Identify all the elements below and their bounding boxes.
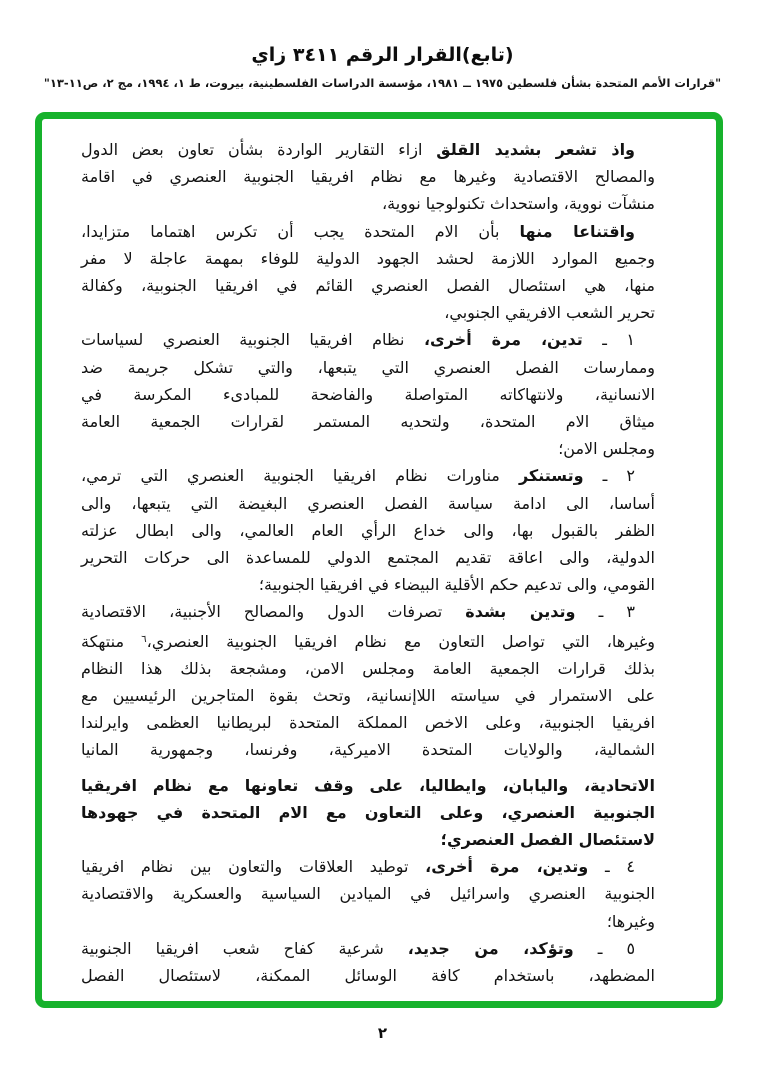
text-segment: وغيرها، التي تواصل التعاون مع نظام افريقيا الجنوبية العنصري، [146, 631, 655, 651]
text-line [81, 655, 655, 682]
text-segment: ٥ ـ [573, 938, 636, 958]
footnote-marker: ٦ [141, 633, 147, 645]
text-segment: ٢ ـ [583, 466, 636, 486]
body-text [81, 136, 655, 989]
text-segment: واقتناعا منها [519, 221, 635, 241]
text-segment: وتدين، مرة أخرى، [425, 857, 589, 877]
text-segment: ١ ـ [582, 330, 635, 350]
text-segment: مناورات نظام افريقيا الجنوبية العنصري التي ترمي، [81, 466, 519, 486]
text-segment: تصرفات الدول والمصالح الأجنبية، الاقتصادية [81, 602, 466, 622]
text-line [81, 517, 655, 544]
text-segment: تدين، مرة أخرى، [423, 330, 583, 350]
text-segment: شرعية كفاح شعب افريقيا الجنوبية [81, 938, 408, 958]
text-line [81, 598, 655, 625]
text-segment: الشمالية، والولايات المتحدة الاميركية، وفرنسا، وجمهورية المانيا [81, 740, 655, 760]
text-line [81, 462, 655, 489]
text-segment: ميثاق الام المتحدة، ولتحديه المستمر لقرارات الجمعية العامة [81, 412, 655, 432]
text-line [81, 908, 655, 935]
text-line [81, 218, 655, 245]
text-segment: توطيد العلاقات والتعاون بين نظام افريقيا [81, 857, 426, 877]
text-line [81, 272, 655, 299]
text-line [81, 435, 655, 462]
text-segment: الاتحادية، واليابان، وايطاليا، على وقف تعاونها مع نظام افريقيا [81, 775, 655, 795]
text-line [81, 709, 655, 736]
text-segment: منتهكة [81, 631, 142, 651]
text-line [81, 853, 655, 880]
text-line [81, 682, 655, 709]
text-segment: وممارسات الفصل العنصري التي يتبعها، والتي تشكل جريمة ضد [81, 357, 655, 377]
text-line [81, 772, 655, 799]
text-segment: على الاستمرار في سياسته اللاإنسانية، وتحث بقوة المتاجرين الرئيسيين مع [81, 686, 655, 706]
text-segment: ٤ ـ [588, 857, 635, 877]
text-segment: افريقيا الجنوبية، وعلى الاخص المملكة المتحدة لبريطانيا العظمى وايرلندا [81, 713, 655, 733]
text-line [81, 299, 655, 326]
text-segment: أساسا، الى ادامة سياسة الفصل العنصري البغيضة التي يتبعها، والى [81, 493, 655, 513]
source-citation: "قرارات الأمم المتحدة بشأن فلسطين ١٩٧٥ ــ ١٩٨١، مؤسسة الدراسات الفلسطينية، بيروت، ط ١، ١٩٩٤، مج ٢، ص١١-١٣" [43, 76, 722, 90]
text-line [81, 880, 655, 907]
text-segment: وتدين بشدة [465, 602, 576, 622]
text-segment: القومي، والى تدعيم حكم الأقلية البيضاء في افريقيا الجنوبية؛ [258, 575, 655, 595]
text-segment: ازاء التقارير الواردة بشأن تعاون بعض الدول [81, 140, 437, 159]
text-segment: واذ تشعر بشديد القلق [436, 140, 635, 159]
text-line [81, 408, 655, 435]
text-line [81, 381, 655, 408]
text-line [81, 826, 655, 853]
text-segment: الدولية، والى اعاقة تقديم المجتمع الدولي للمساعدة الى حركات التحرير [81, 548, 655, 568]
text-segment: وغيرها؛ [606, 911, 655, 931]
text-line [81, 626, 655, 655]
text-line [81, 571, 655, 598]
text-line [81, 354, 655, 381]
text-segment: لاستئصال الفصل العنصري؛ [440, 830, 655, 850]
text-segment: تحرير الشعب الافريقي الجنوبي، [444, 303, 655, 323]
text-segment: ٣ ـ [575, 602, 635, 622]
text-line [81, 163, 655, 190]
text-segment: بذلك قرارات الجمعية العامة ومجلس الامن، ومشجعة بذلك هذا النظام [81, 658, 655, 678]
text-line [81, 136, 655, 163]
text-line [81, 935, 655, 962]
text-segment: الجنوبية العنصري واسرائيل في الميادين السياسية والعسكرية والاقتصادية [81, 884, 655, 904]
text-segment: ومجلس الامن؛ [558, 439, 655, 459]
text-line [81, 799, 655, 826]
text-line [81, 245, 655, 272]
text-segment: الانسانية، ولانتهاكاته المتواصلة والفاضحة للمبادىء المكرسة في [81, 384, 655, 404]
text-segment: الظفر بالقبول بها، والى خداع الرأي العام العالمي، والى ابطال عزلته [81, 520, 655, 540]
text-segment: وتؤكد، من جديد، [407, 938, 574, 958]
text-segment: منها، هي استئصال الفصل العنصري القائم في افريقيا الجنوبية، وكفالة [81, 276, 655, 296]
page-number: ٢ [377, 1024, 388, 1042]
text-segment: وتستنكر [518, 466, 584, 486]
page-title: (تابع)القرار الرقم ٣٤١١ زاي [251, 44, 514, 66]
text-line [81, 490, 655, 517]
text-segment: الجنوبية العنصري، وعلى التعاون مع الام المتحدة في جهودها [81, 802, 655, 822]
text-line [81, 544, 655, 571]
text-segment: وجميع الموارد اللازمة لحشد الجهود الدولية للوفاء بمهمة عاجلة لا مفر [81, 248, 655, 268]
text-line [81, 326, 655, 353]
text-line [81, 190, 655, 217]
text-segment: نظام افريقيا الجنوبية العنصري لسياسات [81, 330, 424, 350]
text-segment: المضطهد، باستخدام كافة الوسائل الممكنة، لاستئصال الفصل [81, 966, 655, 986]
text-segment: والمصالح الاقتصادية وغيرها مع نظام افريقيا الجنوبية العنصري في اقامة [81, 167, 655, 187]
text-segment: بأن الام المتحدة يجب أن تكرس اهتماما متزايدا، [81, 221, 520, 241]
document-frame [35, 112, 723, 1008]
text-line [81, 962, 655, 989]
text-line [81, 736, 655, 763]
text-segment: منشآت نووية، واستحداث تكنولوجيا نووية، [382, 194, 655, 214]
